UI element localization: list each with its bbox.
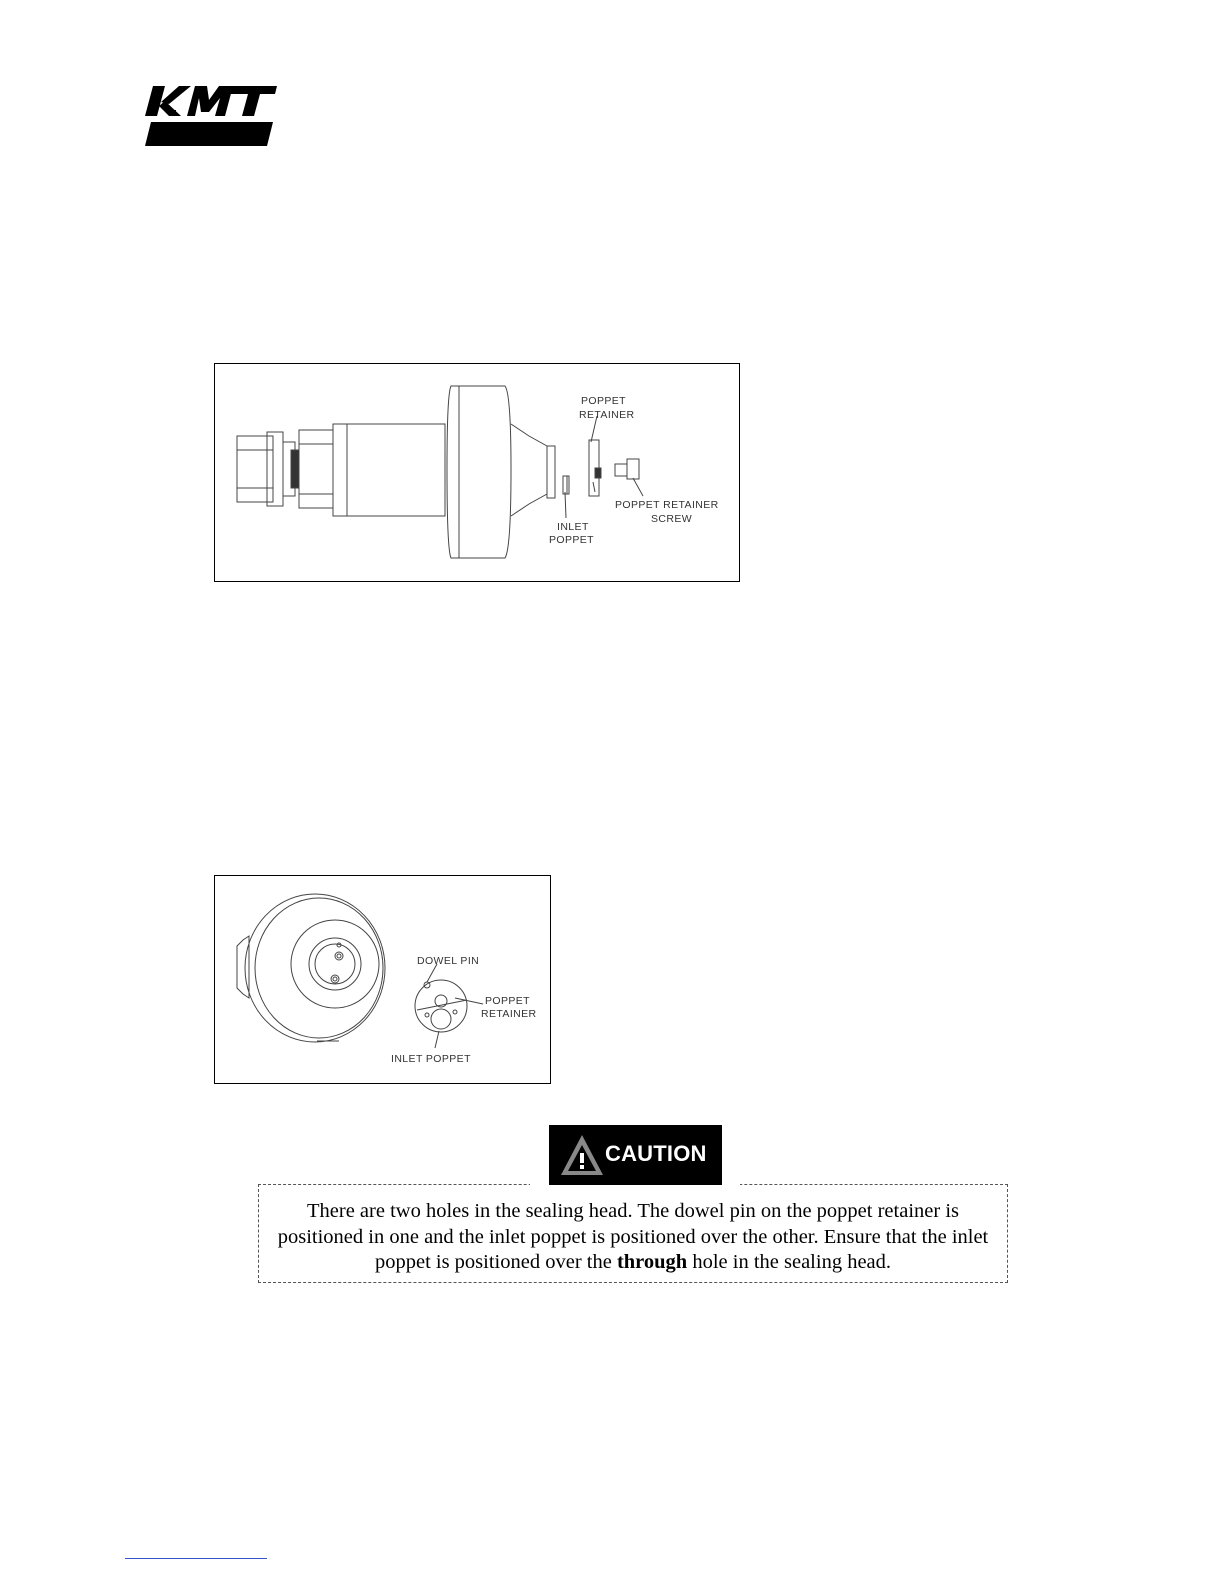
label-screw-line2: SCREW — [651, 513, 693, 525]
label-poppet-retainer-line1: POPPET — [581, 395, 626, 407]
label-poppet-retainer-line2: RETAINER — [481, 1008, 537, 1020]
label-inlet-poppet: INLET POPPET — [391, 1053, 471, 1065]
figure-exploded-view — [214, 363, 740, 582]
footer-divider — [125, 1558, 267, 1559]
caution-text-bold: through — [616, 1251, 688, 1273]
poppet-retainer-screw — [615, 464, 627, 476]
caution-box — [258, 1184, 1008, 1283]
label-poppet-retainer-line2: RETAINER — [579, 409, 635, 421]
sealing-head-flange — [447, 386, 511, 558]
label-inlet-poppet-line1: INLET — [557, 521, 589, 533]
inlet-poppet — [563, 476, 569, 494]
caution-message — [269, 1199, 997, 1276]
caution-text-before: There are two holes in the sealing head. The dowel pin on the poppet retainer is positioned in one and the inlet poppet is positioned over the other. Ensure that the inlet poppet is positioned over the — [277, 1200, 989, 1273]
kmt-logo — [143, 84, 277, 148]
label-inlet-poppet-line2: POPPET — [549, 534, 594, 546]
caution-label: CAUTION — [605, 1141, 707, 1166]
label-screw-line1: POPPET RETAINER — [615, 499, 719, 511]
label-poppet-retainer-line1: POPPET — [485, 995, 530, 1007]
caution-badge — [549, 1125, 722, 1185]
label-dowel-pin: DOWEL PIN — [417, 955, 480, 967]
caution-text-after: hole in the sealing head. — [687, 1251, 892, 1273]
body — [333, 424, 445, 516]
fitting-nut — [237, 436, 273, 502]
poppet-retainer-disc — [415, 980, 467, 1032]
figure-end-view — [214, 875, 551, 1084]
inlet-poppet-circle — [431, 1009, 451, 1029]
hex-collar — [299, 430, 333, 508]
warning-triangle-icon — [559, 1133, 605, 1177]
